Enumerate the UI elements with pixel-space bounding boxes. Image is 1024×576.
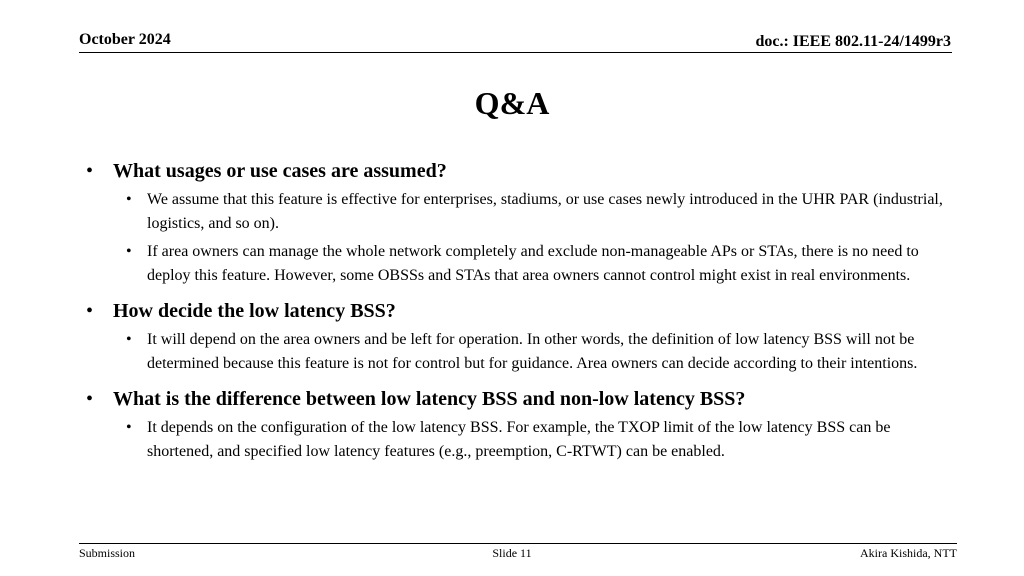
answer-text: It depends on the configuration of the low latency BSS. For example, the TXOP limit of the low latency BSS can be shortened, and specified low latency features (e.g., preemption, C-RTWT) can be enabled.: [147, 419, 891, 460]
qa-block-2: [86, 298, 946, 376]
qa-content: [86, 158, 946, 474]
question-2: [86, 298, 946, 324]
answer-item: [126, 416, 946, 464]
footer-author: Akira Kishida, NTT: [860, 546, 957, 560]
question-1: [86, 158, 946, 184]
answer-item: [126, 328, 946, 376]
answer-list: [86, 188, 946, 288]
header-date: October 2024: [79, 31, 171, 48]
bullet-icon: •: [86, 388, 94, 410]
footer-slide-number: Slide 11: [492, 546, 532, 560]
answer-list: [86, 416, 946, 464]
bullet-icon: •: [126, 331, 132, 348]
bullet-icon: •: [86, 160, 94, 182]
bullet-icon: •: [126, 191, 132, 208]
question-text: What is the difference between low latency BSS and non-low latency BSS?: [113, 388, 746, 410]
bullet-icon: •: [126, 243, 132, 260]
footer-submission: Submission: [79, 546, 136, 560]
qa-block-3: [86, 386, 946, 464]
answer-text: It will depend on the area owners and be left for operation. In other words, the definition of low latency BSS will not be determined because this feature is not for control but for guidance. Area owners can decide according to their intentions.: [147, 331, 918, 372]
question-text: What usages or use cases are assumed?: [113, 160, 447, 182]
header-divider: [79, 52, 952, 53]
bullet-icon: •: [86, 300, 94, 322]
answer-item: [126, 188, 946, 236]
qa-block-1: [86, 158, 946, 288]
answer-item: [126, 240, 946, 288]
answer-text: If area owners can manage the whole network completely and exclude non-manageable APs or STAs, there is no need to deploy this feature. However, some OBSSs and STAs that area owners cannot control might exist in real environments.: [147, 243, 919, 284]
bullet-icon: •: [126, 419, 132, 436]
question-text: How decide the low latency BSS?: [113, 300, 396, 322]
header-doc-id: doc.: IEEE 802.11-24/1499r3: [755, 33, 951, 50]
answer-text: We assume that this feature is effective for enterprises, stadiums, or use cases newly introduced in the UHR PAR (industrial, logistics, and so on).: [147, 191, 943, 232]
slide-title: Q&A: [474, 85, 550, 121]
answer-list: [86, 328, 946, 376]
question-3: [86, 386, 946, 412]
footer-divider: [79, 543, 957, 544]
